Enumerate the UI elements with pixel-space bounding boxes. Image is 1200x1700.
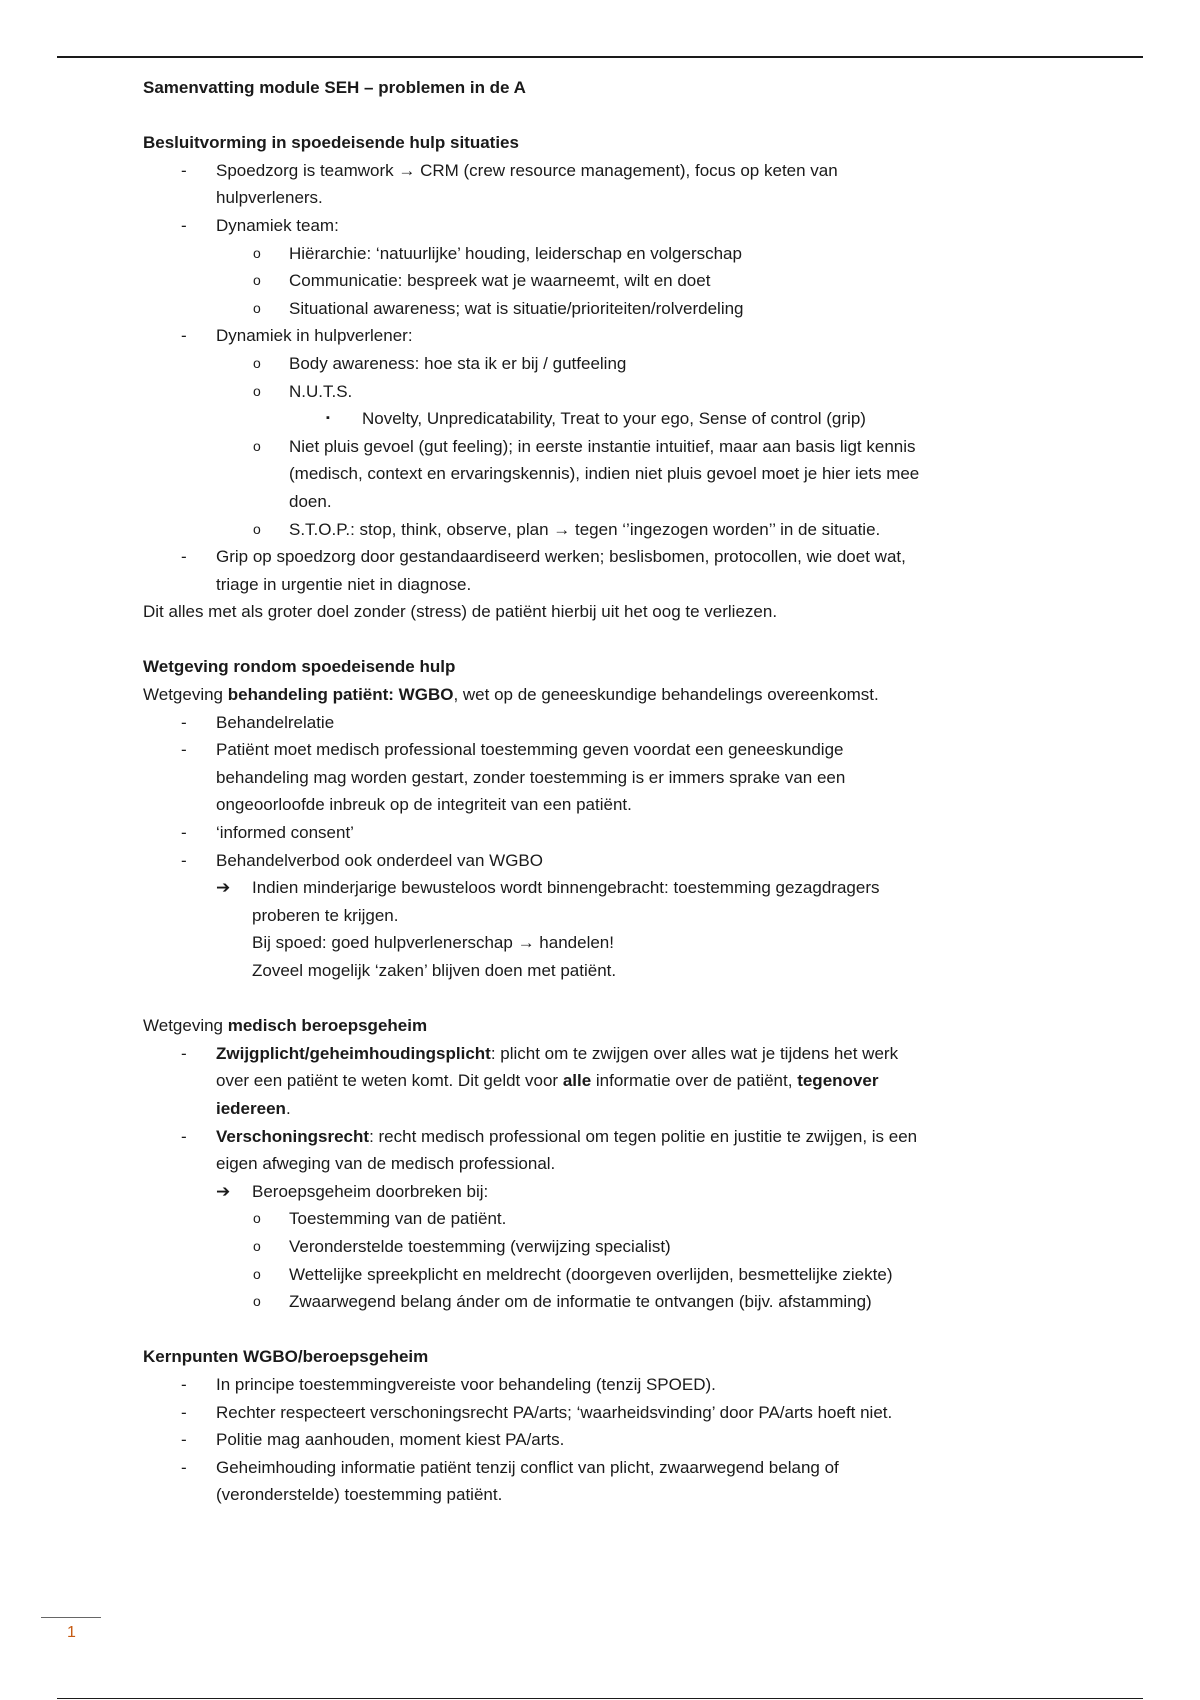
page-number: 1 [67, 1624, 76, 1641]
dash-bullet: - [181, 1126, 187, 1146]
sub-list-item: o Wettelijke spreekplicht en meldrecht (doorgeven overlijden, besmettelijke ziekte) [143, 1261, 1063, 1289]
dash-bullet: - [181, 1430, 187, 1450]
dash-bullet: - [181, 823, 187, 843]
dash-bullet: - [181, 712, 187, 732]
list-item: - In principe toestemmingvereiste voor behandeling (tenzij SPOED). [143, 1371, 1063, 1399]
list-item: - Zwijgplicht/geheimhoudingsplicht: plicht om te zwijgen over alles wat je tijdens het werk [143, 1040, 1063, 1068]
list-item: - Spoedzorg is teamwork → CRM (crew resource management), focus op keten van [143, 157, 1063, 185]
dash-bullet: - [181, 1374, 187, 1394]
sub-list-item: o Hiërarchie: ‘natuurlijke’ houding, leiderschap en volgerschap [143, 240, 1063, 268]
paragraph: Dit alles met als groter doel zonder (stress) de patiënt hierbij uit het oog te verliezen. [143, 602, 778, 622]
circle-bullet: o [253, 1210, 261, 1227]
sub-list-item: o Niet pluis gevoel (gut feeling); in eerste instantie intuitief, maar aan basis ligt kennis [143, 433, 1063, 461]
list-item: - Dynamiek team: [143, 212, 1063, 240]
arrow-item-continuation: proberen te krijgen. [252, 905, 399, 925]
paragraph: Wetgeving behandeling patiënt: WGBO, wet op de geneeskundige behandelings overeenkomst. [143, 685, 879, 705]
sub-list-item: o Situational awareness; wat is situatie/prioriteiten/rolverdeling [143, 295, 1063, 323]
sub-list-item: o Zwaarwegend belang ánder om de informatie te ontvangen (bijv. afstamming) [143, 1288, 1063, 1316]
list-item: - ‘informed consent’ [143, 819, 1063, 847]
circle-bullet: o [253, 1237, 261, 1254]
sub-list-item: o Toestemming van de patiënt. [143, 1205, 1063, 1233]
document-body [143, 74, 1063, 1509]
header-rule [57, 56, 1143, 58]
section-heading-wetgeving: Wetgeving rondom spoedeisende hulp [143, 657, 456, 677]
dash-bullet: - [181, 215, 187, 235]
list-item: - Rechter respecteert verschoningsrecht PA/arts; ‘waarheidsvinding’ door PA/arts hoeft niet. [143, 1399, 1063, 1427]
circle-bullet: o [253, 272, 261, 289]
sub-list-item: o Body awareness: hoe sta ik er bij / gutfeeling [143, 350, 1063, 378]
sub-sub-list-item: ▪ Novelty, Unpredicatability, Treat to your ego, Sense of control (grip) [143, 405, 1063, 433]
dash-bullet: - [181, 1457, 187, 1477]
list-item-continuation: over een patiënt te weten komt. Dit geldt voor alle informatie over de patiënt, tegenover [216, 1071, 879, 1091]
footer-rule [41, 1617, 101, 1618]
list-item-continuation: hulpverleners. [216, 188, 323, 208]
circle-bullet: o [253, 1293, 261, 1310]
list-item-continuation: behandeling mag worden gestart, zonder toestemming is er immers sprake van een [216, 767, 846, 787]
arrow-icon: ➔ [216, 1181, 231, 1201]
list-item-continuation: ongeoorloofde inbreuk op de integriteit van een patiënt. [216, 795, 632, 815]
circle-bullet: o [253, 244, 261, 261]
circle-bullet: o [253, 520, 261, 537]
paragraph: Wetgeving medisch beroepsgeheim [143, 1016, 428, 1036]
list-item-continuation: triage in urgentie niet in diagnose. [216, 574, 472, 594]
dash-bullet: - [181, 1402, 187, 1422]
list-item: - Verschoningsrecht: recht medisch professional om tegen politie en justitie te zwijgen, is een [143, 1123, 1063, 1151]
sub-list-item-continuation: (medisch, context en ervaringskennis), indien niet pluis gevoel moet je hier iets mee [289, 464, 920, 484]
circle-bullet: o [253, 437, 261, 454]
arrow-item: ➔ Beroepsgeheim doorbreken bij: [143, 1178, 1063, 1206]
list-item: - Dynamiek in hulpverlener: [143, 322, 1063, 350]
arrow-icon: ➔ [216, 878, 231, 898]
sub-list-item: o N.U.T.S. [143, 378, 1063, 406]
square-bullet: ▪ [326, 412, 330, 425]
sub-list-item-continuation: doen. [289, 491, 332, 511]
list-item: - Behandelrelatie [143, 709, 1063, 737]
arrow-item: ➔ Indien minderjarige bewusteloos wordt binnengebracht: toestemming gezagdragers [143, 874, 1063, 902]
circle-bullet: o [253, 299, 261, 316]
list-item: - Politie mag aanhouden, moment kiest PA/arts. [143, 1426, 1063, 1454]
circle-bullet: o [253, 1265, 261, 1282]
list-item: - Geheimhouding informatie patiënt tenzij conflict van plicht, zwaarwegend belang of [143, 1454, 1063, 1482]
list-item: - Patiënt moet medisch professional toestemming geven voordat een geneeskundige [143, 736, 1063, 764]
section-heading-kernpunten: Kernpunten WGBO/beroepsgeheim [143, 1347, 429, 1367]
list-item: - Grip op spoedzorg door gestandaardiseerd werken; beslisbomen, protocollen, wie doet wat, [143, 543, 1063, 571]
dash-bullet: - [181, 1043, 187, 1063]
circle-bullet: o [253, 354, 261, 371]
list-item: - Behandelverbod ook onderdeel van WGBO [143, 847, 1063, 875]
page-bottom-rule [57, 1698, 1143, 1699]
dash-bullet: - [181, 160, 187, 180]
dash-bullet: - [181, 547, 187, 567]
dash-bullet: - [181, 850, 187, 870]
arrow-item-continuation: Zoveel mogelijk ‘zaken’ blijven doen met patiënt. [252, 961, 617, 980]
list-item-continuation: iedereen. [216, 1098, 291, 1118]
sub-list-item: o Veronderstelde toestemming (verwijzing specialist) [143, 1233, 1063, 1261]
dash-bullet: - [181, 740, 187, 760]
list-item-continuation: (veronderstelde) toestemming patiënt. [216, 1485, 503, 1505]
circle-bullet: o [253, 382, 261, 399]
arrow-item-continuation: Bij spoed: goed hulpverlenerschap → handelen! [252, 933, 614, 953]
document-title: Samenvatting module SEH – problemen in de A [143, 78, 526, 97]
section-heading-besluitvorming: Besluitvorming in spoedeisende hulp situaties [143, 133, 519, 153]
sub-list-item: o Communicatie: bespreek wat je waarneemt, wilt en doet [143, 267, 1063, 295]
list-item-continuation: eigen afweging van de medisch professional. [216, 1154, 556, 1174]
sub-list-item: o S.T.O.P.: stop, think, observe, plan → tegen ‘’ingezogen worden’’ in de situatie. [143, 516, 1063, 544]
dash-bullet: - [181, 326, 187, 346]
